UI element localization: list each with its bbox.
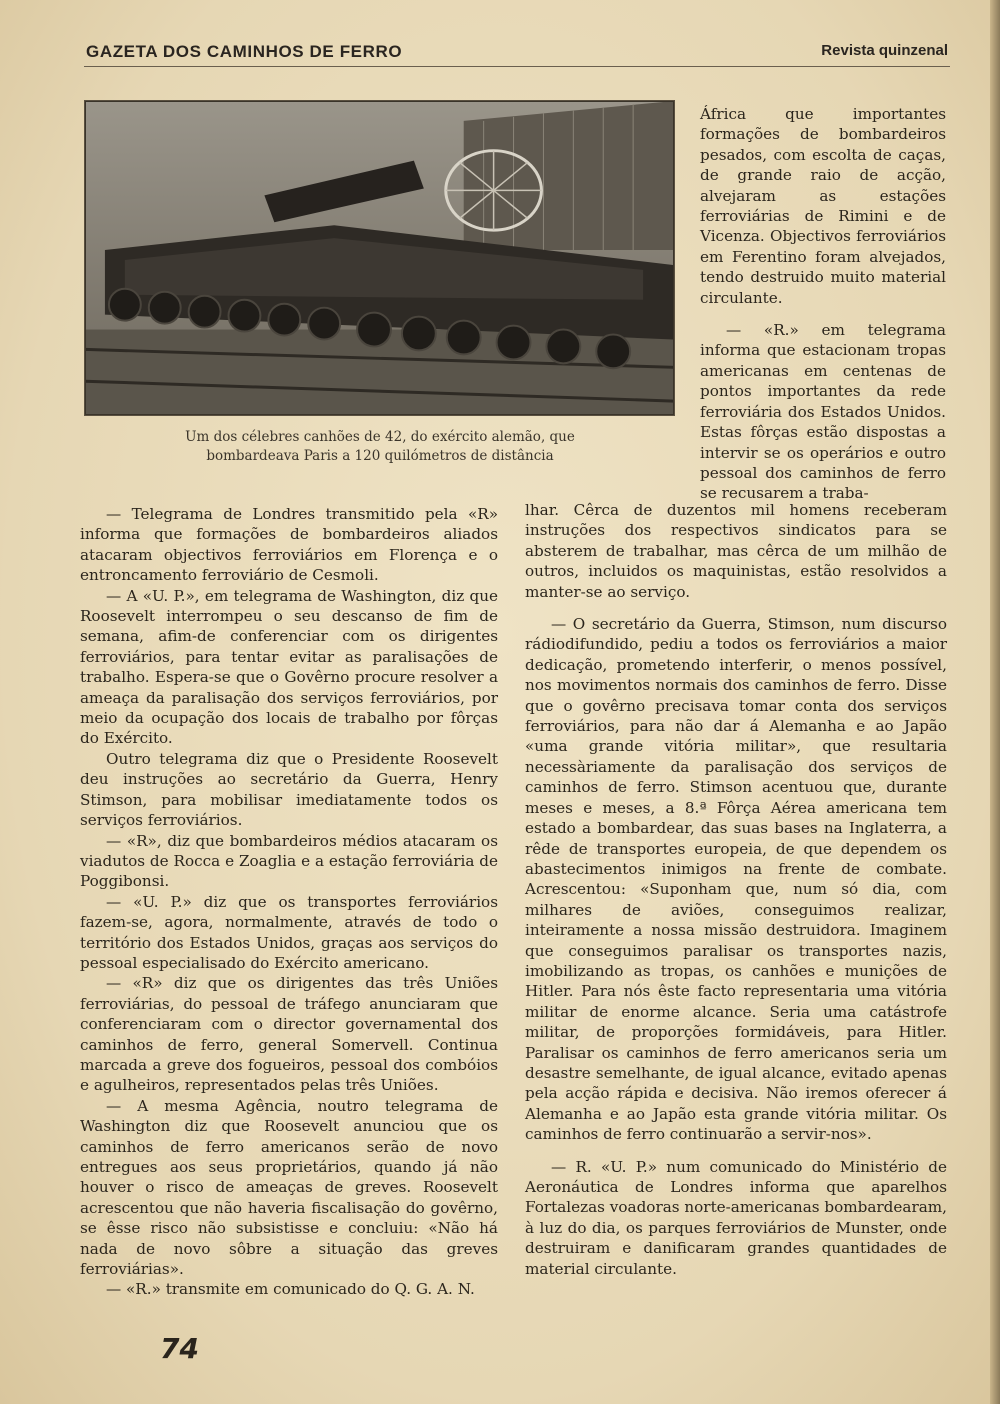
journal-title: GAZETA DOS CAMINHOS DE FERRO [86, 42, 403, 61]
header-rule [84, 66, 950, 67]
paragraph: — A «U. P.», em telegrama de Washington, diz que Roosevelt interrompeu o seu descanso de fim de semana, afim-de conferenciar com os dirigentes ferroviários, para tentar evitar as paralisações de trabalho. Espera-se que o Govêrno procure resolver a ameaça da paralisação dos serviços ferroviários, por meio da ocupação dos locais de trabalho por fôrças do Exército. [80, 586, 498, 748]
journal-subtitle: Revista quinzenal [821, 42, 948, 59]
railway-gun-illustration [85, 101, 674, 415]
paragraph: — O secretário da Guerra, Stimson, num discurso rádiodifundido, pediu a todos os ferroviários a maior dedicação, prometendo interferir, o menos possível, nos movimentos normais dos caminhos de ferro. Disse que o govêrno precisava tomar conta dos serviços ferroviários, para não dar á Alemanha e ao Japão «uma grande vitória militar», que resultaria necessàriamente da paralisação dos serviços de caminhos de ferro. Stimson acentuou que, durante meses e meses, a 8.ª Fôrça Aérea americana tem estado a bombardear, das suas bases na Inglaterra, a rêde de transportes europeia, de que dependem os abastecimentos inimigos na frente de combate. Acrescentou: «Suponham que, num só dia, com milhares de aviões, conseguimos realizar, inteiramente a nossa missão destruidora. Imaginem que conseguimos paralisar os transportes nazis, imobilizando as tropas, os canhões e munições de Hitler. Para nós êste facto representaria uma vitória militar de enorme alcance. Seria uma catástrofe militar, de proporções formidáveis, para Hitler. Paralisar os caminhos de ferro americanos seria um desastre semelhante, de igual alcance, evitado apenas pela acção rápida e decisiva. Não iremos oferecer á Alemanha e ao Japão esta grande vitória militar. Os caminhos de ferro continuarão a servir-nos». [525, 615, 947, 1144]
paragraph: — Telegrama de Londres transmitido pela «R» informa que formações de bombardeiros aliados atacaram objectivos ferroviários em Florença e o entroncamento ferroviário de Cesmoli. [80, 505, 498, 585]
paragraph: — «R» diz que os dirigentes das três Uniões ferroviárias, do pessoal de tráfego anunciaram que conferenciaram com o director governamental dos caminhos de ferro, general Somervell. Continua marcada a greve dos fogueiros, pessoal dos combóios e agulheiros, representados pelas três Uniões. [80, 974, 498, 1095]
railway-gun-photo [84, 100, 675, 416]
paragraph: Outro telegrama diz que o Presidente Roosevelt deu instruções ao secretário da Guerra, Henry Stimson, para mobilisar imediatamente todos os serviços ferroviários. [80, 749, 498, 830]
paragraph: — «R.» transmite em comunicado do Q. G. A. N. [106, 1280, 475, 1299]
paragraph: África que importantes formações de bombardeiros pesados, com escolta de caças, de grande raio de acção, alvejaram as estações ferroviárias de Rimini e de Vicenza. Objectivos ferroviários em Ferentino foram alvejados, tendo destruido muito material circulante. [700, 105, 946, 307]
column-top-right [700, 104, 946, 504]
column-left [80, 504, 498, 1300]
paragraph: — «R.» em telegrama informa que estacionam tropas americanas em centenas de pontos importantes da rede ferroviária dos Estados Unidos. Estas fôrças estão dispostas a intervir se os operários e outro pessoal dos caminhos de ferro se recusarem a traba- [700, 321, 946, 503]
caption-line: bombardeava Paris a 120 quilómetros de distância [206, 448, 554, 464]
paragraph: — R. «U. P.» num comunicado do Ministério de Aeronáutica de Londres informa que aparelhos Fortalezas voadoras norte-americanas bombardearam, à luz do dia, os parques ferroviários de Munster, onde destruiram e danificaram grandes quantidades de material circulante. [525, 1157, 947, 1278]
page-number: 74 [160, 1332, 199, 1365]
page-edge-shadow [990, 0, 1000, 1404]
paragraph: — «U. P.» diz que os transportes ferroviários fazem-se, agora, normalmente, através de todo o território dos Estados Unidos, graças aos serviços do pessoal especialisado do Exército americano. [80, 892, 498, 972]
caption-line: Um dos célebres canhões de 42, do exército alemão, que [185, 429, 575, 445]
photo-caption [150, 428, 610, 466]
column-right [525, 500, 947, 1279]
paragraph: — «R», diz que bombardeiros médios atacaram os viadutos de Rocca e Zoaglia e a estação ferroviária de Poggibonsi. [80, 831, 498, 891]
paragraph: — A mesma Agência, noutro telegrama de Washington diz que Roosevelt anunciou que os caminhos de ferro americanos serão de novo entregues aos seus proprietários, quando já não houver o risco de ameaças de greves. Roosevelt acrescentou que não haveria fiscalisação do govêrno, se êsse risco não subsistisse e concluiu: «Não há nada de novo sôbre a situação das greves ferroviárias». [80, 1096, 498, 1279]
paragraph: lhar. Cêrca de duzentos mil homens receberam instruções dos respectivos sindicatos para se absterem de trabalhar, mas cêrca de um milhão de outros, incluidos os maquinistas, estão resolvidos a manter-se ao serviço. [525, 501, 947, 601]
